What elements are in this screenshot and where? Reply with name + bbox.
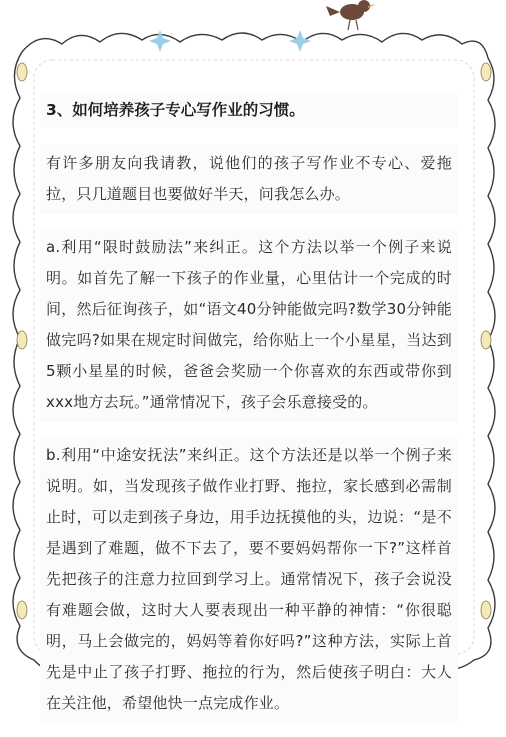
article-content xyxy=(40,92,458,737)
article-heading: 3、如何培养孩子专心写作业的习惯。 xyxy=(40,92,458,128)
method-a-paragraph: a.利用“限时鼓励法”来纠正。这个方法以举一个例子来说明。如首先了解一下孩子的作业量，心里估计一个完成的时间，然后征询孩子，如“语文40分钟能做完吗?数学30分钟能做完吗?如果在规定时间做完，给你贴上一个小星星，当达到5颗小星星的时候，爸爸会奖励一个你喜欢的东西或带你到xxx地方去玩。”通常情况下，孩子会乐意接受的。 xyxy=(40,228,458,422)
intro-paragraph: 有许多朋友向我请教，说他们的孩子写作业不专心、爱拖拉，只几道题目也要做好半天，问我怎么办。 xyxy=(40,144,458,214)
bird-icon xyxy=(326,0,376,30)
method-b-paragraph: b.利用“中途安抚法”来纠正。这个方法还是以举一个例子来说明。如，当发现孩子做作业打野、拖拉，家长感到必需制止时，可以走到孩子身边，用手边抚摸他的头，边说：“是不是遇到了难题，做不下去了，要不要妈妈帮你一下?”这样首先把孩子的注意力拉回到学习上。通常情况下，孩子会说没有难题会做，这时大人要表现出一种平静的神情：“你很聪明，马上会做完的，妈妈等着你好吗?”这种方法，实际上首先是中止了孩子打野、拖拉的行为，然后使孩子明白：大人在关注他，希望他快一点完成作业。 xyxy=(40,436,458,723)
